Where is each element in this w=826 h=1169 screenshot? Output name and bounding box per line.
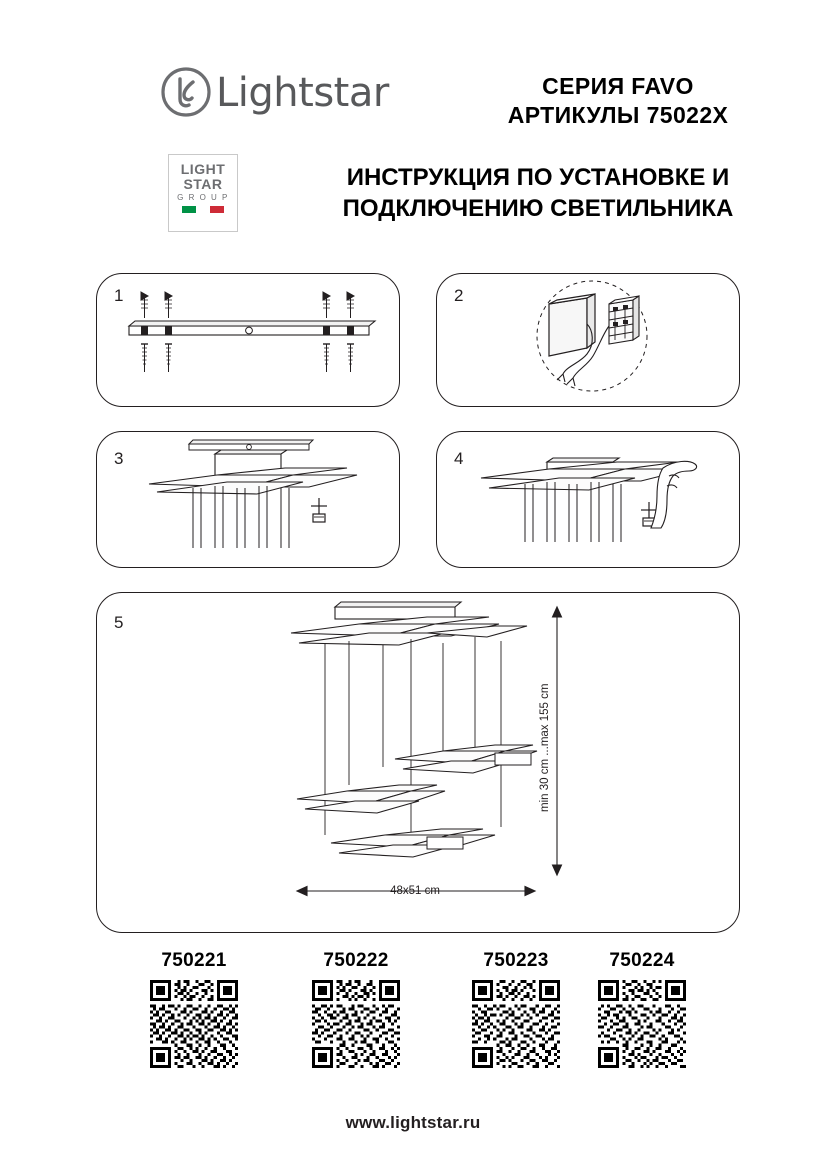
step-2-illustration: [437, 274, 741, 408]
code-label-750221: 750221: [161, 950, 227, 971]
step-number-4: 4: [454, 449, 464, 468]
instruction-subtitle: [258, 162, 818, 224]
qr-code-row: [96, 950, 740, 1090]
lightstar-logo: [160, 66, 400, 120]
step-3-illustration: [97, 432, 401, 569]
code-block-750224: [562, 950, 722, 1068]
title-block: [420, 72, 816, 130]
group-logo-line-2: STAR: [183, 176, 223, 192]
lightstar-logo-icon: [160, 66, 212, 120]
code-label-750224: 750224: [609, 950, 675, 971]
qr-code-750223[interactable]: [472, 980, 560, 1068]
article-title: АРТИКУЛЫ 75022X: [507, 102, 729, 128]
code-block-750221: [114, 950, 274, 1068]
step-5-illustration: [97, 593, 741, 934]
lightstar-group-logo: [168, 154, 238, 232]
footer-website[interactable]: www.lightstar.ru: [345, 1113, 481, 1132]
qr-code-750222[interactable]: [312, 980, 400, 1068]
step-number-1: 1: [114, 286, 124, 305]
step-panel-1: [96, 273, 400, 407]
code-label-750223: 750223: [483, 950, 549, 971]
height-dimension-label: min 30 cm ...max 155 cm: [539, 683, 551, 813]
step-panel-4: [436, 431, 740, 568]
step-number-5: 5: [114, 613, 124, 632]
lightstar-wordmark-text: Lightstar: [216, 70, 389, 116]
subtitle-line-2: ПОДКЛЮЧЕНИЮ СВЕТИЛЬНИКА: [342, 195, 734, 222]
step-number-3: 3: [114, 449, 124, 468]
step-panel-3: [96, 431, 400, 568]
step-1-illustration: [97, 274, 401, 408]
width-dimension-label: 48x51 cm: [390, 885, 440, 897]
qr-code-750221[interactable]: [150, 980, 238, 1068]
qr-code-750224[interactable]: [598, 980, 686, 1068]
step-4-illustration: [437, 432, 741, 569]
group-logo-line-1: LIGHT: [180, 161, 226, 177]
step-panel-2: [436, 273, 740, 407]
series-title: СЕРИЯ FAVO: [542, 73, 694, 99]
step-number-2: 2: [454, 286, 464, 305]
subtitle-line-1: ИНСТРУКЦИЯ ПО УСТАНОВКЕ И: [346, 164, 730, 191]
code-block-750222: [276, 950, 436, 1068]
document-header: [0, 58, 826, 238]
group-logo-line-3: G R O U P: [177, 193, 229, 202]
italian-flag-icon: [182, 206, 224, 213]
code-label-750222: 750222: [323, 950, 389, 971]
step-panel-5: [96, 592, 740, 933]
